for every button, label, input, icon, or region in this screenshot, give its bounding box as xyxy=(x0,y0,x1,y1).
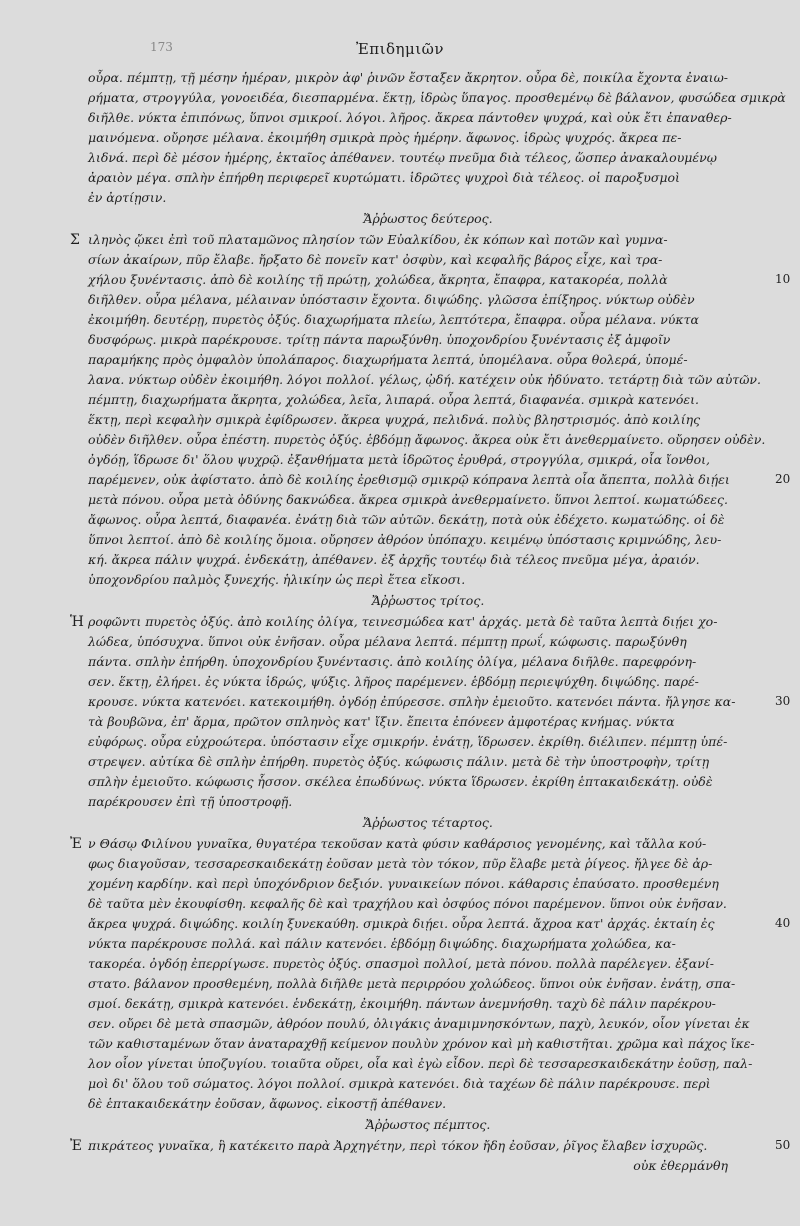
line-text: χομένη καρδίην. καὶ περὶ ὑποχόνδριον δεξιόν. γυναικείων πόνοι. κάθαρσις ἐπαύσατο. προσθεμένη xyxy=(88,876,719,891)
text-line xyxy=(88,752,768,772)
line-text: ιληνὸς ᾤκει ἐπὶ τοῦ πλαταμῶνος πλησίον τῶν Εὐαλκίδου, ἐκ κόπων καὶ ποτῶν καὶ γυμνα- xyxy=(88,232,668,247)
line-text: ὑποχονδρίου παλμὸς ξυνεχής. ἡλικίην ὡς περὶ ἔτεα εἴκοσι. xyxy=(88,572,466,587)
case-heading: Ἄῤῥωστος δεύτερος. xyxy=(363,211,493,226)
line-text: μετὰ πόνου. οὖρα μετὰ ὀδύνης δακνώδεα. ἄκρεα σμικρὰ ἀνεθερμαίνετο. ὕπνοι λεπτοί. κωματώδεες. xyxy=(88,492,728,507)
line-text: πάντα. σπλὴν ἐπήρθη. ὑποχονδρίου ξυνέντασις. ἀπὸ κοιλίης ὀλίγα, μέλανα διῆλθε. παρεφρόνη- xyxy=(88,654,697,669)
text-line xyxy=(88,310,768,330)
text-line xyxy=(88,108,768,128)
line-text: τακορέα. ὀγδόῃ ἐπερρίγωσε. πυρετὸς ὀξύς. σπασμοὶ πολλοί, μετὰ πόνου. πολλὰ παρέλεγεν. ἐξανί- xyxy=(88,956,714,971)
margin-line-number: 20 xyxy=(775,472,791,486)
text-line xyxy=(88,1094,768,1114)
text-line xyxy=(88,330,768,350)
text-line xyxy=(88,550,768,570)
text-line xyxy=(88,1014,768,1034)
line-text: χήλου ξυνέντασις. ἀπὸ δὲ κοιλίης τῇ πρώτῃ, χολώδεα, ἄκρητα, ἔπαφρα, κατακορέα, πολλὰ xyxy=(88,272,668,287)
line-text: παραμήκης πρὸς ὀμφαλὸν ὑπολάπαρος. διαχωρήματα λεπτά, ὑπομέλανα. οὖρα θολερά, ὑπομέ- xyxy=(88,352,688,367)
text-line xyxy=(88,250,768,270)
line-text: ν Θάσῳ Φιλίνου γυναῖκα, θυγατέρα τεκοῦσαν κατὰ φύσιν καθάρσιος γενομένης, καὶ τἄλλα κού- xyxy=(88,836,707,851)
text-line xyxy=(88,188,768,208)
line-text: ἕκτῃ, περὶ κεφαλὴν σμικρὰ ἐφίδρωσεν. ἄκρεα ψυχρά, πελιδνά. πολὺς βληστρισμός. ἀπὸ κοιλίης xyxy=(88,412,701,427)
margin-line-number: 30 xyxy=(775,694,791,708)
line-text: νύκτα παρέκρουσε πολλά. καὶ πάλιν κατενόει. ἑβδόμῃ διψώδης. διαχωρήματα χολώδεα, κα- xyxy=(88,936,676,951)
line-text: σπλὴν ἐμειοῦτο. κώφωσις ἧσσον. σκέλεα ἐπωδύνως. νύκτα ἵδρωσεν. ἐκρίθη ἑπτακαιδεκάτῃ. οὐδὲ xyxy=(88,774,713,789)
text-line xyxy=(88,914,768,934)
line-text: κρουσε. νύκτα κατενόει. κατεκοιμήθη. ὀγδόῃ ἐπύρεσσε. σπλὴν ἐμειοῦτο. κατενόει πάντα. ἤλγησε κα- xyxy=(88,694,736,709)
line-text: ἄφωνος. οὖρα λεπτά, διαφανέα. ἐνάτῃ διὰ τῶν αὐτῶν. δεκάτῃ, ποτὰ οὐκ ἐδέχετο. κωματώδης. οἱ δὲ xyxy=(88,512,725,527)
catchword xyxy=(88,1156,768,1176)
line-text: οὖρα. πέμπτῃ, τῇ μέσην ἡμέραν, μικρὸν ἀφ' ῥινῶν ἔσταξεν ἄκρητον. οὖρα δὲ, ποικίλα ἔχοντα ἐναιω- xyxy=(88,70,728,85)
case-heading: Ἄῤῥωστος τρίτος. xyxy=(371,593,485,608)
line-text: λώδεα, ὑπόσυχνα. ὕπνοι οὐκ ἐνῆσαν. οὖρα μέλανα λεπτά. πέμπτῃ πρωΐ, κώφωσις. παρωξύνθη xyxy=(88,634,687,649)
page-title: Ἐπιδημιῶν xyxy=(355,40,445,58)
drop-initial: Ἡ xyxy=(70,614,84,630)
text-line xyxy=(70,612,768,632)
line-text: σεν. ἕκτῃ, ἐλήρει. ἐς νύκτα ἱδρώς, ψύξις. λῆρος παρέμενεν. ἑβδόμῃ περιεψύχθη. διψώδης. παρέ- xyxy=(88,674,699,689)
line-text: σεν. οὔρει δὲ μετὰ σπασμῶν, ἀθρόον πουλύ, ὀλιγάκις ἀναμιμνησκόντων, παχὺ, λευκόν, οἷον γίνεται ἐκ xyxy=(88,1016,750,1031)
line-text: κή. ἄκρεα πάλιν ψυχρά. ἑνδεκάτῃ, ἀπέθανεν. ἐξ ἀρχῆς τουτέῳ διὰ τέλεος πνεῦμα μέγα, ἀραιόν. xyxy=(88,552,700,567)
text-line xyxy=(88,934,768,954)
line-text: ἐκοιμήθη. δευτέρῃ, πυρετὸς ὀξύς. διαχωρήματα πλείω, λεπτότερα, ἔπαφρα. οὖρα μέλανα. νύκτα xyxy=(88,312,699,327)
margin-line-number: 50 xyxy=(775,1138,791,1152)
drop-initial: Ἐ xyxy=(70,1138,82,1154)
line-text: διῆλθε. νύκτα ἐπιπόνως, ὕπνοι σμικροί. λόγοι. λῆρος. ἄκρεα πάντοθεν ψυχρά, καὶ οὐκ ἔτι ἐπαναθερ- xyxy=(88,110,732,125)
text-line xyxy=(88,128,768,148)
text-line xyxy=(88,792,768,812)
line-text: οὐκ ἐθερμάνθη xyxy=(633,1158,728,1173)
text-line xyxy=(88,450,768,470)
line-text: ρήματα, στρογγύλα, γονοειδέα, διεσπαρμένα. ἕκτῃ, ἱδρὼς ὕπαγος. προσθεμένῳ δὲ βάλανον, φυσώδεα σμικρὰ xyxy=(88,90,786,105)
text-line xyxy=(88,692,768,712)
text-line xyxy=(88,290,768,310)
line-text: σμοί. δεκάτῃ, σμικρὰ κατενόει. ἑνδεκάτῃ, ἐκοιμήθη. πάντων ἀνεμνήσθη. ταχὺ δὲ πάλιν παρέκρου- xyxy=(88,996,716,1011)
line-text: λον οἷον γίνεται ὑποζυγίου. τοιαῦτα οὔρει, οἷα καὶ ἐγὼ εἶδον. περὶ δὲ τεσσαρεσκαιδεκάτην ἐοῦσῃ, παλ- xyxy=(88,1056,753,1071)
text-line xyxy=(88,88,786,108)
line-text: ροφῶντι πυρετὸς ὀξύς. ἀπὸ κοιλίης ὀλίγα, τεινεσμώδεα κατ' ἀρχάς. μετὰ δὲ ταῦτα λεπτὰ διῄει χο- xyxy=(88,614,718,629)
text-line xyxy=(88,570,768,590)
line-text: πικράτεος γυναῖκα, ἣ κατέκειτο παρὰ Ἀρχηγέτην, περὶ τόκον ἤδη ἐοῦσαν, ῥῖγος ἔλαβεν ἰσχυρῶς. xyxy=(88,1138,708,1153)
text-line xyxy=(88,732,768,752)
line-text: μοὶ δι' ὅλου τοῦ σώματος. λόγοι πολλοί. σμικρὰ κατενόει. διὰ ταχέων δὲ πάλιν παρέκρουσε. περὶ xyxy=(88,1076,711,1091)
text-line xyxy=(88,994,768,1014)
margin-line-number: 10 xyxy=(775,272,791,286)
text-line xyxy=(88,390,768,410)
text-line xyxy=(88,652,768,672)
line-text: τὰ βουβῶνα, ἐπ' ἄρμα, πρῶτον σπληνὸς κατ' ἴξιν. ἔπειτα ἐπόνεεν ἀμφοτέρας κνήμας. νύκτα xyxy=(88,714,675,729)
line-text: ἐν ἀρτίῃσιν. xyxy=(88,190,167,205)
text-line xyxy=(88,974,768,994)
line-text: ἄκρεα ψυχρά. διψώδης. κοιλίη ξυνεκαύθη. σμικρὰ διῄει. οὖρα λεπτά. ἄχροα κατ' ἀρχάς. ἑκταίη ἐς xyxy=(88,916,715,931)
text-line xyxy=(70,834,768,854)
text-line xyxy=(88,410,768,430)
drop-initial: Ἐ xyxy=(70,836,82,852)
line-text: δυσφόρως. μικρὰ παρέκρουσε. τρίτῃ πάντα παρωξύνθη. ὑποχονδρίου ξυνέντασις ἐξ ἀμφοῖν xyxy=(88,332,671,347)
folio-number: 173 xyxy=(150,40,173,54)
margin-line-number: 40 xyxy=(775,916,791,930)
line-text: λιδνά. περὶ δὲ μέσον ἡμέρης, ἑκταῖος ἀπέθανεν. τουτέῳ πνεῦμα διὰ τέλεος, ὥσπερ ἀνακαλουμένῳ xyxy=(88,150,717,165)
text-line xyxy=(88,712,768,732)
text-line xyxy=(88,490,768,510)
text-line xyxy=(88,1054,768,1074)
text-line xyxy=(88,1074,768,1094)
text-line xyxy=(88,270,768,290)
text-line xyxy=(88,530,768,550)
line-text: πέμπτῃ, διαχωρήματα ἄκρητα, χολώδεα, λεῖα, λιπαρά. οὖρα λεπτά, διαφανέα. σμικρὰ κατενόει. xyxy=(88,392,700,407)
text-line xyxy=(88,370,768,390)
text-line xyxy=(88,1034,768,1054)
text-line xyxy=(88,632,768,652)
text-line xyxy=(88,148,768,168)
text-line xyxy=(88,470,768,490)
line-text: φως διαγοῦσαν, τεσσαρεσκαιδεκάτῃ ἐοῦσαν μετὰ τὸν τόκον, πῦρ ἔλαβε μετὰ ῥίγεος. ἤλγεε δὲ ἀρ- xyxy=(88,856,713,871)
line-text: διῆλθεν. οὖρα μέλανα, μέλαιναν ὑπόστασιν ἔχοντα. διψώδης. γλῶσσα ἐπίξηρος. νύκτωρ οὐδὲν xyxy=(88,292,695,307)
line-text: εὐφόρως. οὖρα εὐχροώτερα. ὑπόστασιν εἶχε σμικρήν. ἐνάτῃ, ἵδρωσεν. ἐκρίθη. διέλιπεν. πέμπτῃ ὑπέ- xyxy=(88,734,728,749)
line-text: δὲ ταῦτα μὲν ἐκουφίσθη. κεφαλῆς δὲ καὶ τραχήλου καὶ ὀσφύος πόνοι παρέμενον. ὕπνοι οὐκ ἐνῆσαν. xyxy=(88,896,727,911)
line-text: οὐδὲν διῆλθεν. οὖρα ἐπέστη. πυρετὸς ὀξύς. ἑβδόμῃ ἄφωνος. ἄκρεα οὐκ ἔτι ἀνεθερμαίνετο. οὔρησεν οὐδὲν. xyxy=(88,432,766,447)
line-text: μαινόμενα. οὔρησε μέλανα. ἐκοιμήθη σμικρὰ πρὸς ἡμέρην. ἄφωνος. ἱδρὼς ψυχρός. ἄκρεα πε- xyxy=(88,130,682,145)
text-line xyxy=(88,430,768,450)
line-text: ὀγδόῃ, ἵδρωσε δι' ὅλου ψυχρῷ. ἐξανθήματα μετὰ ἱδρῶτος ἐρυθρά, στρογγύλα, σμικρά, οἷα ἴονθοι, xyxy=(88,452,710,467)
drop-initial: Σ xyxy=(70,232,80,248)
line-text: δὲ ἑπτακαιδεκάτην ἐοῦσαν, ἄφωνος. εἰκοστῇ ἀπέθανεν. xyxy=(88,1096,447,1111)
line-text: λανα. νύκτωρ οὐδὲν ἐκοιμήθη. λόγοι πολλοί. γέλως, ᾠδή. κατέχειν οὐκ ἠδύνατο. τετάρτῃ διὰ τῶν αὐτῶν. xyxy=(88,372,761,387)
line-text: ἀραιὸν μέγα. σπλὴν ἐπήρθη περιφερεῖ κυρτώματι. ἱδρῶτες ψυχροὶ διὰ τέλεος. οἱ παροξυσμοὶ xyxy=(88,170,680,185)
text-line xyxy=(88,672,768,692)
text-line xyxy=(88,510,768,530)
text-line xyxy=(88,168,768,188)
text-line xyxy=(88,874,768,894)
line-text: ὕπνοι λεπτοί. ἀπὸ δὲ κοιλίης ὅμοια. οὔρησεν ἀθρόον ὑπόπαχυ. κειμένῳ ὑπόστασις κριμνώδης, λευ- xyxy=(88,532,722,547)
line-text: παρέκρουσεν ἐπὶ τῇ ὑποστροφῇ. xyxy=(88,794,293,809)
text-line xyxy=(70,230,768,250)
line-text: παρέμενεν, οὐκ ἀφίστατο. ἀπὸ δὲ κοιλίης ἐρεθισμῷ σμικρῷ κόπρανα λεπτὰ οἷα ἄπεπτα, πολλὰ διῄει xyxy=(88,472,730,487)
line-text: τῶν καθισταμένων ὅταν ἀναταραχθῇ κείμενον πουλὺν χρόνον καὶ μὴ καθιστῆται. χρῶμα καὶ πάχος ἴκε- xyxy=(88,1036,755,1051)
text-line xyxy=(88,894,768,914)
text-line xyxy=(70,1136,768,1156)
line-text: στατο. βάλανον προσθεμένη, πολλὰ διῆλθε μετὰ περιρρόου χολώδεος. ὕπνοι οὐκ ἐνῆσαν. ἐνάτῃ, σπα- xyxy=(88,976,736,991)
text-line xyxy=(88,954,768,974)
case-heading: Ἄῤῥωστος πέμπτος. xyxy=(365,1117,491,1132)
case-heading: Ἄῤῥωστος τέταρτος. xyxy=(363,815,493,830)
text-line xyxy=(88,350,768,370)
line-text: στρεψεν. αὐτίκα δὲ σπλὴν ἐπήρθη. πυρετὸς ὀξύς. κώφωσις πάλιν. μετὰ δὲ τὴν ὑποστροφὴν, τρίτῃ xyxy=(88,754,710,769)
text-line xyxy=(88,854,768,874)
text-line xyxy=(88,772,768,792)
text-line xyxy=(88,68,768,88)
line-text: σίων ἀκαίρων, πῦρ ἔλαβε. ἤρξατο δὲ πονεῖν κατ' ὀσφὺν, καὶ κεφαλῆς βάρος εἶχε, καὶ τρα- xyxy=(88,252,663,267)
